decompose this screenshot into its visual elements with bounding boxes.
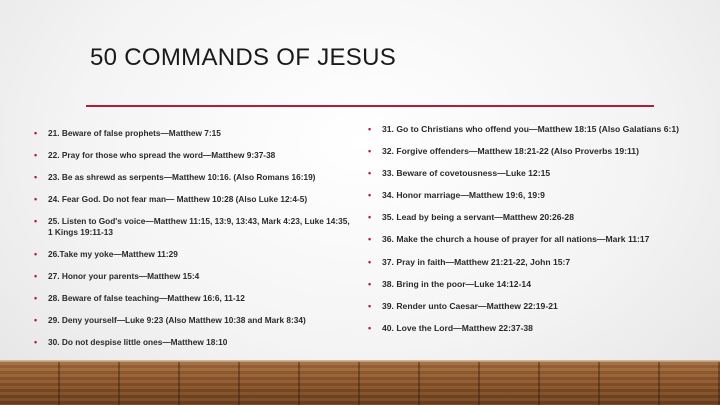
- list-item-text: 22. Pray for those who spread the word—Matthew 9:37-38: [48, 149, 276, 160]
- list-item: [34, 150, 354, 162]
- list-item-text: 25. Listen to God's voice—Matthew 11:15, 13:9, 13:43, Mark 4:23, Luke 14:35, 1 Kings 19:11-13: [48, 215, 350, 238]
- list-item-text: 24. Fear God. Do not fear man— Matthew 10:28 (Also Luke 12:4-5): [48, 193, 308, 204]
- list-item: [368, 300, 708, 312]
- list-item: [368, 189, 708, 201]
- list-item: [34, 172, 354, 184]
- list-item-text: 36. Make the church a house of prayer for all nations—Mark 11:17: [382, 234, 650, 245]
- bullet-icon: •: [34, 171, 38, 182]
- list-item-text: 39. Render unto Caesar—Matthew 22:19-21: [382, 300, 558, 311]
- list-item-text: 32. Forgive offenders—Matthew 18:21-22 (Also Proverbs 19:11): [382, 146, 639, 157]
- list-item-text: 34. Honor marriage—Matthew 19:6, 19:9: [382, 190, 545, 201]
- bullet-icon: •: [34, 270, 38, 281]
- bullet-icon: •: [368, 146, 372, 157]
- list-item-text: 37. Pray in faith—Matthew 21:21-22, John 15:7: [382, 256, 571, 267]
- list-item-text: 31. Go to Christians who offend you—Matthew 18:15 (Also Galatians 6:1): [382, 124, 680, 134]
- list-item: [34, 194, 354, 206]
- wood-floor-decoration: [0, 362, 720, 405]
- list-item: [368, 233, 708, 245]
- list-item-text: 40. Love the Lord—Matthew 22:37-38: [382, 322, 533, 333]
- list-item: [34, 293, 354, 305]
- list-item: [34, 337, 354, 349]
- slide-title: 50 COMMANDS OF JESUS: [90, 44, 397, 71]
- list-item-text: 26.Take my yoke—Matthew 11:29: [48, 248, 178, 259]
- list-item: [34, 315, 354, 327]
- list-item-text: 21. Beware of false prophets—Matthew 7:15: [48, 128, 221, 138]
- bullet-icon: •: [34, 149, 38, 160]
- list-item: [368, 123, 708, 135]
- bullet-icon: •: [34, 215, 38, 226]
- list-item-text: 38. Bring in the poor—Luke 14:12-14: [382, 278, 531, 289]
- list-item-text: 33. Beware of covetousness—Luke 12:15: [382, 168, 551, 179]
- bullet-icon: •: [368, 300, 372, 311]
- list-item: [368, 322, 708, 334]
- title-divider: [86, 105, 654, 107]
- list-item-text: 35. Lead by being a servant—Matthew 20:26-28: [382, 212, 574, 223]
- commands-list-right: [368, 123, 708, 344]
- list-item: [34, 128, 354, 140]
- list-item-text: 27. Honor your parents—Matthew 15:4: [48, 270, 200, 281]
- bullet-icon: •: [368, 190, 372, 201]
- list-item: [368, 211, 708, 223]
- list-item: [368, 167, 708, 179]
- list-item-text: 23. Be as shrewd as serpents—Matthew 10:16. (Also Romans 16:19): [48, 171, 316, 182]
- list-item: [368, 278, 708, 290]
- bullet-icon: •: [34, 292, 38, 303]
- list-item-text: 28. Beware of false teaching—Matthew 16:6, 11-12: [48, 292, 245, 303]
- list-item: [368, 256, 708, 268]
- bullet-icon: •: [368, 322, 372, 333]
- bullet-icon: •: [368, 212, 372, 223]
- list-item: [34, 216, 354, 239]
- list-item: [34, 249, 354, 261]
- commands-list-left: [34, 128, 354, 358]
- bullet-icon: •: [34, 193, 38, 204]
- list-item-text: 29. Deny yourself—Luke 9:23 (Also Matthew 10:38 and Mark 8:34): [48, 314, 306, 325]
- bullet-icon: •: [34, 314, 38, 325]
- bullet-icon: •: [34, 248, 38, 259]
- bullet-icon: •: [368, 168, 372, 179]
- bullet-icon: •: [368, 256, 372, 267]
- bullet-icon: •: [368, 124, 372, 134]
- bullet-icon: •: [34, 336, 38, 347]
- list-item-text: 30. Do not despise little ones—Matthew 18:10: [48, 336, 228, 347]
- bullet-icon: •: [368, 278, 372, 289]
- list-item: [34, 271, 354, 283]
- bullet-icon: •: [34, 128, 38, 138]
- bullet-icon: •: [368, 234, 372, 245]
- list-item: [368, 145, 708, 157]
